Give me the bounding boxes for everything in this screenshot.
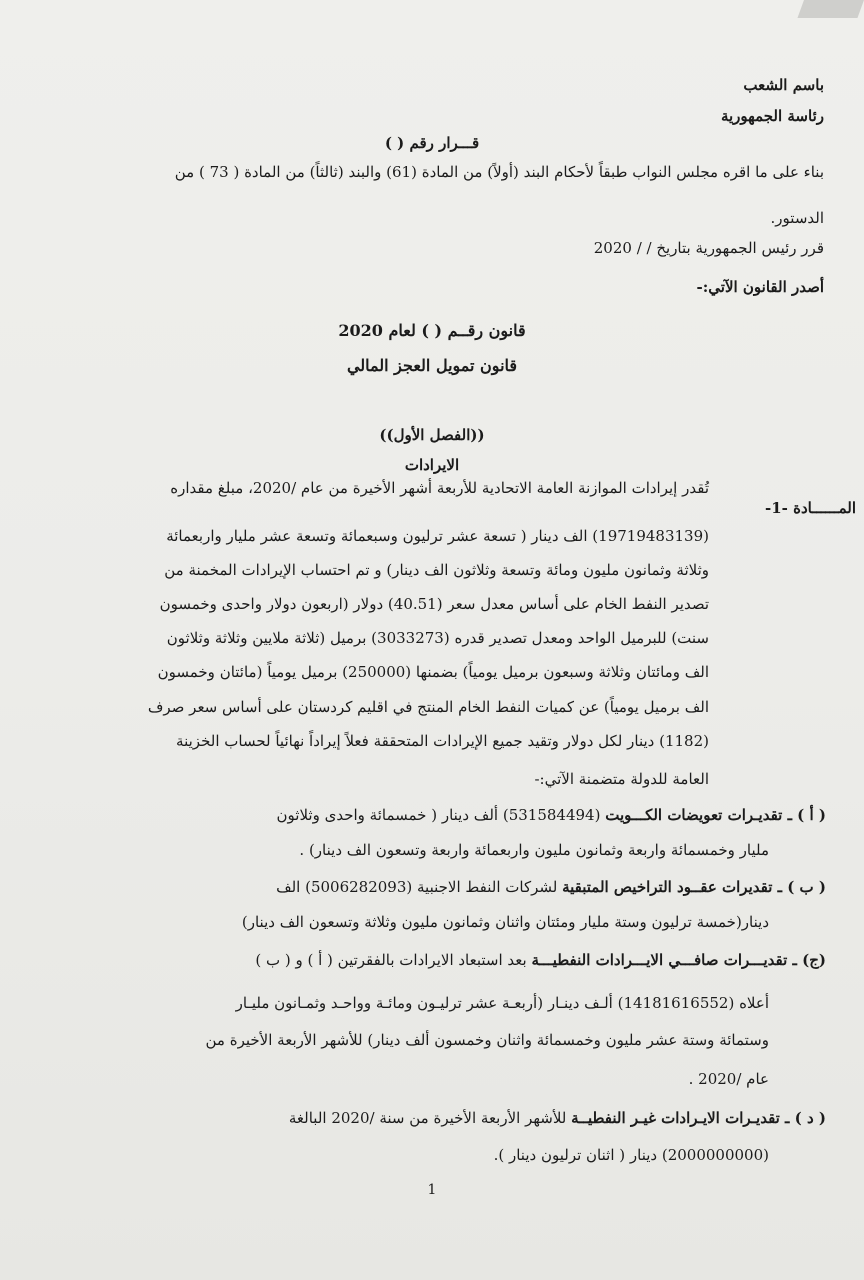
article-1-line-5: سنت) للبرميل الواحد ومعدل تصدير قدره (3033273) برميل (ثلاثة ملايين وثلاثة وثلاثون <box>166 629 709 647</box>
item-a-text-2: مليار وخمسمائة واربعة وثمانون مليون واربعمائة واربعة وتسعون الف دينار) . <box>299 841 769 859</box>
article-1-line-9: العامة للدولة متضمنة الآتي:- <box>534 770 709 788</box>
item-c-text-3: وستمائة وستة عشر مليون وخمسمائة واثنان وخمسون ألف دينار) للأشهر الأربعة الأخيرة من <box>205 1031 769 1049</box>
decision-date-line: قرر رئيس الجمهورية بتاريخ / / 2020 <box>593 239 824 257</box>
item-b-label: ( ب ) ـ تقديرات عقــود التراخيص المتبقية <box>562 878 826 896</box>
header-line-2: رئاسة الجمهورية <box>720 107 824 125</box>
item-c-text-4: عام /2020 . <box>688 1070 769 1088</box>
article-1-line-4: تصدير النفط الخام على أساس معدل سعر (40.51) دولار (اربعون دولار واحدى وخمسون <box>159 595 709 613</box>
item-a-label: ( أ ) ـ تقديـرات تعويضات الكـــويت <box>605 806 826 824</box>
item-c <box>255 950 826 970</box>
item-b-text-2: دينار(خمسة ترليون وستة مليار ومئتان واثنان وثمانون مليون وثلاثة وتسعون الف دينار) <box>241 913 769 931</box>
law-number-line: قانون رقــم ( ) لعام 2020 <box>338 321 526 340</box>
item-d <box>289 1108 826 1128</box>
item-d-text-1: للأشهر الأربعة الأخيرة من سنة /2020 البالغة <box>288 1109 572 1127</box>
item-c-text-1: بعد استبعاد الايرادات بالفقرتين ( أ ) و ( ب ) <box>255 951 532 969</box>
article-1-label: المــــــادة -1- <box>764 499 856 517</box>
decision-title: قـــرار رقم ( ) <box>384 134 480 152</box>
article-1-line-1: تُقدر إيرادات الموازنة العامة الاتحادية للأربعة أشهر الأخيرة من عام /2020، مبلغ مقداره <box>170 479 709 497</box>
item-b <box>276 877 826 897</box>
item-a-text-1: (531584494) ألف دينار ( خمسمائة واحدى وثلاثون <box>276 806 606 824</box>
issue-line: أصدر القانون الآتي:- <box>696 278 824 296</box>
article-1-line-8: (1182) دينار لكل دولار وتقيد جميع الإيرادات المتحققة فعلاً إيراداً نهائياً لحساب الخزينة <box>176 732 709 750</box>
item-c-text-2: أعلاه (14181616552) ألـف دينـار (أربعـة عشر ترليـون ومائـة وواحـد وثمـانون مليـار <box>235 994 769 1012</box>
chapter-title: الايرادات <box>404 456 460 474</box>
article-1-line-7: الف برميل يومياً) عن كميات النفط الخام المنتج في اقليم كردستان على أساس سعر صرف <box>147 698 709 716</box>
preamble-line-2: الدستور. <box>770 209 824 227</box>
article-1-line-2: (19719483139) الف دينار ( تسعة عشر ترليون وسبعمائة وتسعة عشر مليار واربعمائة <box>166 527 709 545</box>
header-line-1: باسم الشعب <box>743 76 824 94</box>
item-b-text-1: لشركات النفط الاجنبية (5006282093) الف <box>276 878 563 896</box>
item-a <box>277 805 826 825</box>
preamble-line-1: بناء على ما اقره مجلس النواب طبقاً لأحكام البند (أولاً) من المادة (61) والبند (ثالثاً) من المادة ( 73 ) من <box>174 163 824 181</box>
page-number: 1 <box>427 1182 437 1198</box>
item-c-label: (ج) ـ تقديـــرات صافـــي الايـــرادات النفطيـــة <box>531 951 826 969</box>
chapter-heading: ((الفصل الأول)) <box>379 426 485 444</box>
item-d-label: ( د ) ـ تقديـرات الايـرادات غيـر النفطيــة <box>571 1109 826 1127</box>
article-1-line-3: وثلاثة وثمانون مليون ومائة وتسعة وثلاثون الف دينار) و تم احتساب الإيرادات المخمنة من <box>164 561 709 579</box>
item-d-text-2: (2000000000) دينار ( اثنان ترليون دينار ). <box>493 1146 769 1164</box>
law-title: قانون تمويل العجز المالي <box>346 356 518 375</box>
article-1-line-6: الف ومائتان وثلاثة وسبعون برميل يومياً) بضمنها (250000) برميل يومياً (مائتان وخمسون <box>157 663 709 681</box>
